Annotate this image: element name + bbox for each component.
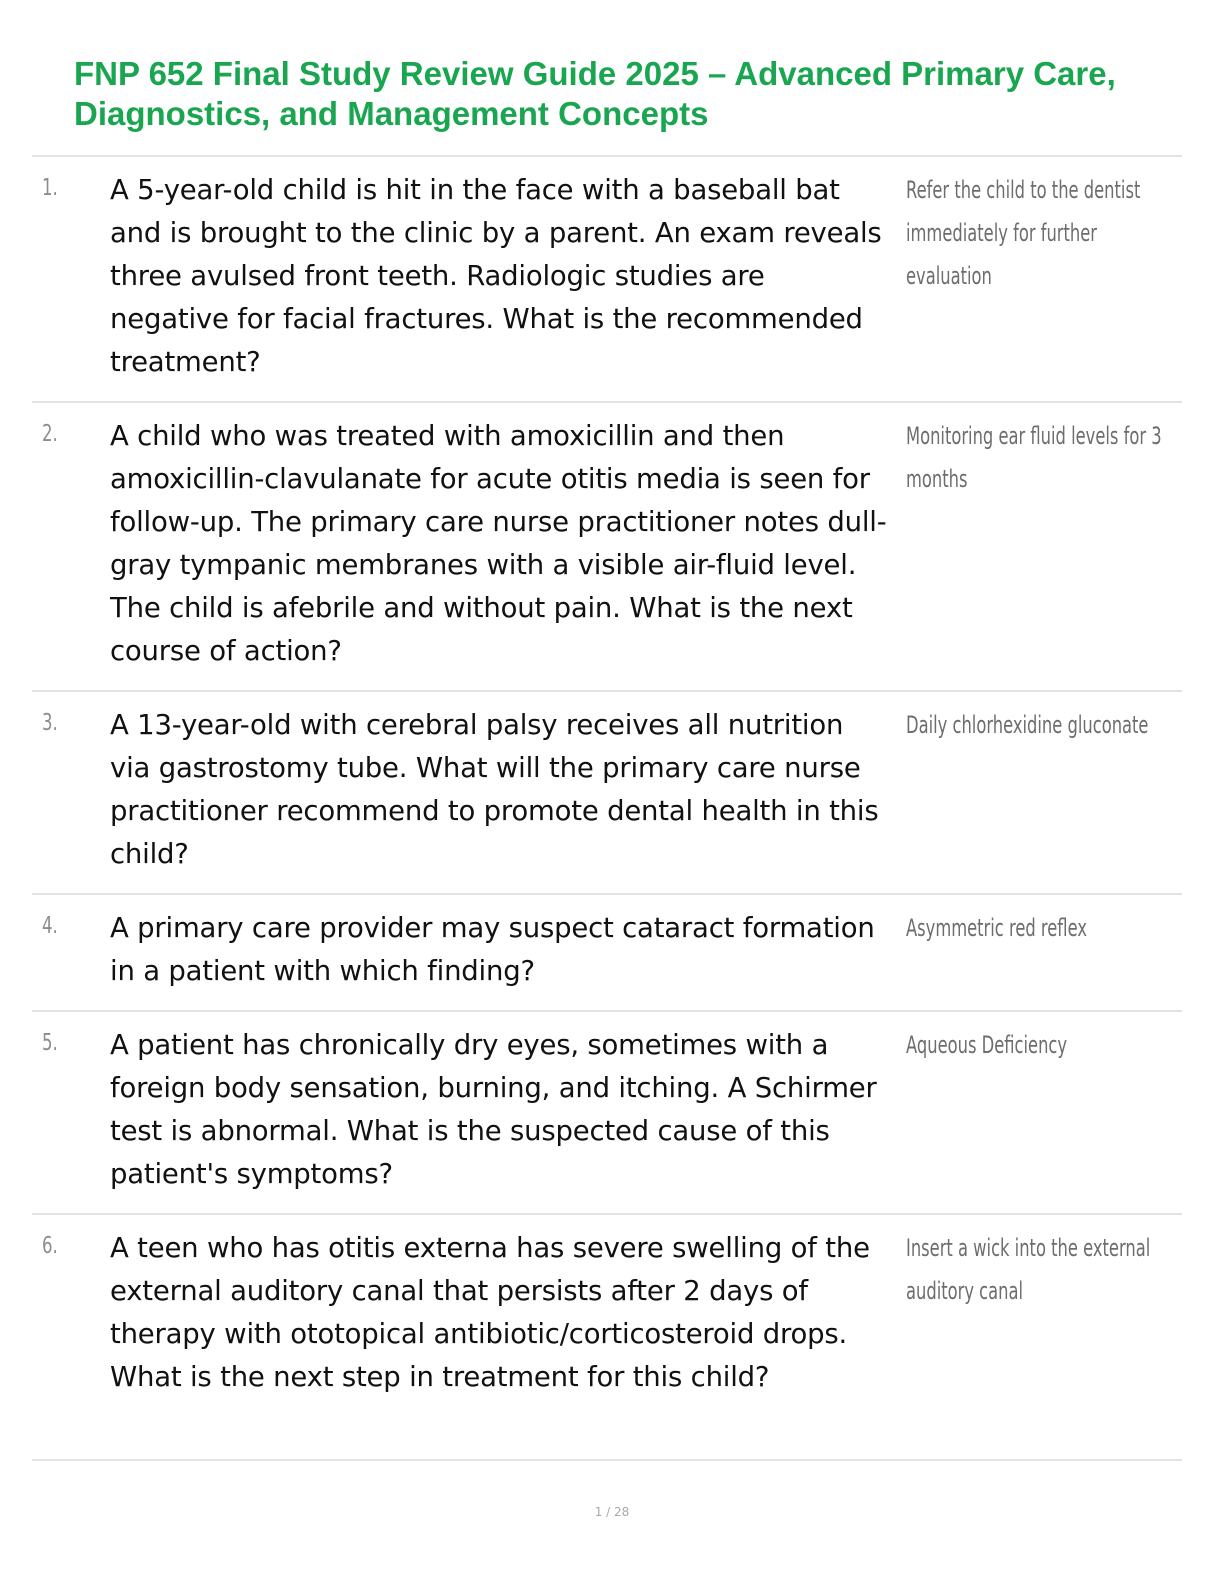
question-text: A teen who has otitis externa has severe swelling of the external auditory canal that persists after 2 days of therapy with ototopical antibiotic/corticosteroid drops. What is the next step in treatment for this child? bbox=[110, 1232, 870, 1393]
question-number: 5. bbox=[42, 1030, 58, 1056]
question-text: A child who was treated with amoxicillin and then amoxicillin-clavulanate for acute otitis media is seen for follow-up. The primary care nurse practitioner notes dull-gray tympanic membranes with a visible air-fluid level. The child is afebrile and without pain. What is the next course of action? bbox=[110, 420, 887, 667]
divider bbox=[32, 1459, 1182, 1461]
question-card-2 bbox=[32, 403, 1182, 690]
question-text: A 13-year-old with cerebral palsy receives all nutrition via gastrostomy tube. What will the primary care nurse practitioner recommend to promote dental health in this child? bbox=[110, 709, 879, 870]
page-indicator: 1 / 28 bbox=[594, 1505, 630, 1519]
question-number: 2. bbox=[42, 421, 58, 447]
answer-text: Aqueous Deficiency bbox=[906, 1031, 1068, 1059]
question-number: 4. bbox=[42, 913, 58, 939]
question-number: 1. bbox=[42, 175, 58, 201]
question-number: 3. bbox=[42, 710, 58, 736]
answer-text: Asymmetric red reflex bbox=[906, 914, 1087, 942]
question-card-4 bbox=[32, 895, 1182, 1010]
answer-text: Refer the child to the dentist immediately for further evaluation bbox=[906, 176, 1141, 290]
answer-text: Daily chlorhexidine gluconate bbox=[906, 711, 1149, 739]
question-card-5 bbox=[32, 1012, 1182, 1213]
question-card-1 bbox=[32, 157, 1182, 401]
question-text: A patient has chronically dry eyes, sometimes with a foreign body sensation, burning, and itching. A Schirmer test is abnormal. What is the suspected cause of this patient's symptoms? bbox=[110, 1029, 877, 1190]
question-text: A primary care provider may suspect cataract formation in a patient with which finding? bbox=[110, 912, 875, 987]
question-card-6 bbox=[32, 1215, 1182, 1459]
answer-text: Monitoring ear fluid levels for 3 months bbox=[906, 422, 1162, 493]
question-list bbox=[32, 155, 1182, 1461]
answer-text: Insert a wick into the external auditory canal bbox=[906, 1234, 1151, 1305]
question-number: 6. bbox=[42, 1233, 58, 1259]
question-card-3 bbox=[32, 692, 1182, 893]
document-title: FNP 652 Final Study Review Guide 2025 – Advanced Primary Care, Diagnostics, and Management Concepts bbox=[74, 55, 1116, 132]
question-text: A 5-year-old child is hit in the face with a baseball bat and is brought to the clinic by a parent. An exam reveals three avulsed front teeth. Radiologic studies are negative for facial fractures. What is the recommended treatment? bbox=[110, 174, 882, 378]
